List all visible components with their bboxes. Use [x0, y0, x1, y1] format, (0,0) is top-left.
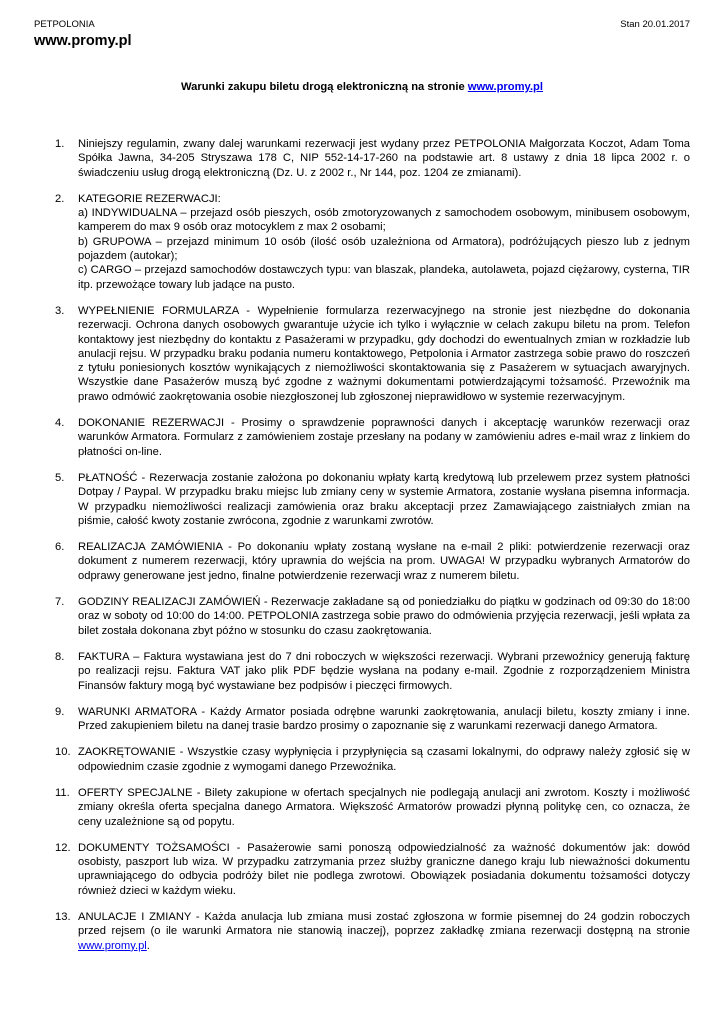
title-text: Warunki zakupu biletu drogą elektroniczną na stronie — [181, 81, 468, 93]
list-item — [55, 705, 690, 734]
item-number: 3. — [55, 304, 65, 317]
item-number: 7. — [55, 596, 65, 609]
item-number: 8. — [55, 650, 65, 663]
list-item — [55, 786, 690, 829]
item-number: 6. — [55, 541, 65, 554]
item-number: 5. — [55, 471, 65, 484]
company-website: www.promy.pl — [34, 33, 132, 49]
document-date: Stan 20.01.2017 — [620, 19, 690, 30]
company-name: PETPOLONIA — [34, 19, 95, 30]
item-number: 9. — [55, 705, 65, 718]
list-item — [55, 650, 690, 693]
item-suffix: . — [146, 939, 150, 952]
item-number: 4. — [55, 417, 65, 430]
item-text: DOKUMENTY TOŻSAMOŚCI - Pasażerowie sami ponoszą odpowiedzialność za ważność dokumentów jak: dowód osobisty, paszport lub wiza. W przypadku zatrzymania przez służby graniczne danego kraju lub nieważności dokumentu uprawniającego do odbycia podróży bilet nie podlega zwrotowi. Obowiązek posiadania dokumentu tożsamości dotyczy również dzieci w każdym wieku. — [78, 841, 690, 897]
item-text: FAKTURA – Faktura wystawiana jest do 7 dni roboczych w większości rezerwacji. Wybrani przewoźnicy generują fakturę po realizacji rejsu. Faktura VAT jako plik PDF będzie wysłana na podany e-mail. Zgodnie z rozporządzeniem Ministra Finansów faktury mogą być wystawiane bez podpisów i pieczęci firmowych. — [78, 650, 690, 692]
list-item — [55, 841, 690, 898]
item-line: KATEGORIE REZERWACJI: — [78, 192, 221, 205]
title-link[interactable]: www.promy.pl — [467, 81, 543, 93]
list-item — [55, 910, 690, 953]
list-item — [55, 745, 690, 774]
item-number: 2. — [55, 192, 65, 205]
item-text: OFERTY SPECJALNE - Bilety zakupione w ofertach specjalnych nie podlegają anulacji ani zwrotom. Koszty i możliwość zmiany określa oferta specjalna danego Armatora. Większość Armatorów prowadzi płynną politykę cen, co oznacza, że ceny uzależnione są od popytu. — [78, 786, 690, 828]
item-line: c) CARGO – przejazd samochodów dostawczych typu: van blaszak, plandeka, autolaweta, pojazd ciężarowy, cysterna, TIR itp. przewożące towary lub jadące na pusto. — [78, 264, 690, 291]
website-link[interactable]: www.promy.pl — [78, 939, 147, 952]
terms-list — [55, 137, 690, 965]
item-text — [78, 910, 690, 953]
item-number: 13. — [55, 911, 71, 924]
item-number: 12. — [55, 841, 71, 854]
item-text: DOKONANIE REZERWACJI - Prosimy o sprawdzenie poprawności danych i akceptację warunków rezerwacji oraz warunków Armatora. Formularz z zamówieniem zostaje przesłany na podany w zamówieniu adres e-mail wraz z linkiem do płatności on-line. — [78, 417, 690, 458]
item-text: GODZINY REALIZACJI ZAMÓWIEŃ - Rezerwacje zakładane są od poniedziałku do piątku w godzinach od 09:30 do 18:00 oraz w soboty od 10:00 do 14:00. PETPOLONIA zastrzega sobie prawo do odmówienia przyjęcia rezerwacji, jeśli wpłata za bilet została dokonana zbyt późno w stosunku do czasu zaokrętowania. — [78, 596, 690, 637]
list-item — [55, 471, 690, 528]
item-line: a) INDYWIDUALNA – przejazd osób pieszych, osób zmotoryzowanych z samochodem osobowym, minibusem osobowym, kamperem do max 9 osób oraz motocyklem z max 2 osobami; — [78, 207, 690, 234]
item-text: Niniejszy regulamin, zwany dalej warunkami rezerwacji jest wydany przez PETPOLONIA Małgorzata Koczot, Adam Toma Spółka Jawna, 34-205 Stryszawa 178 C, NIP 552-14-17-260 na podstawie art. 8 ustawy z dnia 18 lipca 2002 r. o świadczeniu usług drogą elektroniczną (Dz. U. z 2002 r., Nr 144, poz. 1204 ze zmianami). — [78, 138, 690, 179]
item-number: 10. — [55, 746, 71, 759]
list-item — [55, 304, 690, 404]
document-title — [0, 81, 724, 93]
item-text: ZAOKRĘTOWANIE - Wszystkie czasy wypłynięcia i przypłynięcia są czasami lokalnymi, do odprawy należy zgłosić się w odpowiednim czasie zgodnie z wymogami danego Przewoźnika. — [78, 746, 690, 773]
list-item — [55, 595, 690, 638]
item-text: WYPEŁNIENIE FORMULARZA - Wypełnienie formularza rezerwacyjnego na stronie jest niezbędne do dokonania rezerwacji. Ochrona danych osobowych gwarantuje użycie ich tylko i wyłącznie w celach zakupu biletu na prom. Telefon kontaktowy jest niezbędny do kontaktu z Pasażerami w przypadku, gdy dochodzi do ewentualnych zmian w rozkładzie lub anulacji rejsu. W przypadku braku podania numeru kontaktowego, Petpolonia i Armator zastrzega sobie prawo do roszczeń z tytułu poniesionych kosztów wynikających z niemożliwości skontaktowania się z Pasażerem w sytuacjach awaryjnych. Wszystkie dane Pasażerów muszą być zgodne z ważnymi dokumentami potwierdzającymi tożsamość. Przewoźnik ma prawo odmówić zaokrętowania osobie niezgłoszonej lub zgłoszonej nieprawidłowo w systemie rezerwacyjnym. — [78, 304, 690, 403]
item-body: ANULACJE I ZMIANY - Każda anulacja lub zmiana musi zostać zgłoszona w formie pisemnej do 24 godzin roboczych przed rejsem (o ile warunki Armatora nie stanowią inaczej), poprzez zakładkę zmiana rezerwacji dostępną na stronie — [78, 911, 690, 938]
item-line: b) GRUPOWA – przejazd minimum 10 osób (ilość osób uzależniona od Armatora), podróżujących pieszo lub z jednym pojazdem (autokar); — [78, 235, 690, 263]
item-text: WARUNKI ARMATORA - Każdy Armator posiada odrębne warunki zaokrętowania, anulacji biletu, koszty zmiany i inne. Przed zakupieniem biletu na danej trasie bardzo prosimy o zapoznanie się z warunkami rezerwacji danego Armatora. — [78, 705, 690, 733]
list-item — [55, 192, 690, 292]
item-number: 1. — [55, 138, 65, 150]
item-text: REALIZACJA ZAMÓWIENIA - Po dokonaniu wpłaty zostaną wysłane na e-mail 2 pliki: potwierdzenie rezerwacji oraz dokument z numerem rezerwacji, który uprawnia do wejścia na prom. UWAGA! W przypadku wybranych Armatorów do odprawy generowane jest jedno, finalne potwierdzenie rezerwacji wraz z numerem biletu. — [78, 541, 690, 582]
item-text — [78, 192, 690, 292]
list-item — [55, 416, 690, 459]
list-item — [55, 540, 690, 583]
item-text: PŁATNOŚĆ - Rezerwacja zostanie założona po dokonaniu wpłaty kartą kredytową lub przelewem przez system płatności Dotpay / Paypal. W przypadku braku miejsc lub zmiany ceny w systemie Armatora, zostanie wysłana pisemna informacja. W przypadku niemożliwości realizacji zamówienia oraz braku akceptacji przez Zamawiającego zaistniałych zmian na piśmie, całość kwoty zostanie zwrócona, zgodnie z warunkami zwrotów. — [78, 471, 690, 527]
item-number: 11. — [55, 786, 70, 799]
list-item — [55, 137, 690, 180]
